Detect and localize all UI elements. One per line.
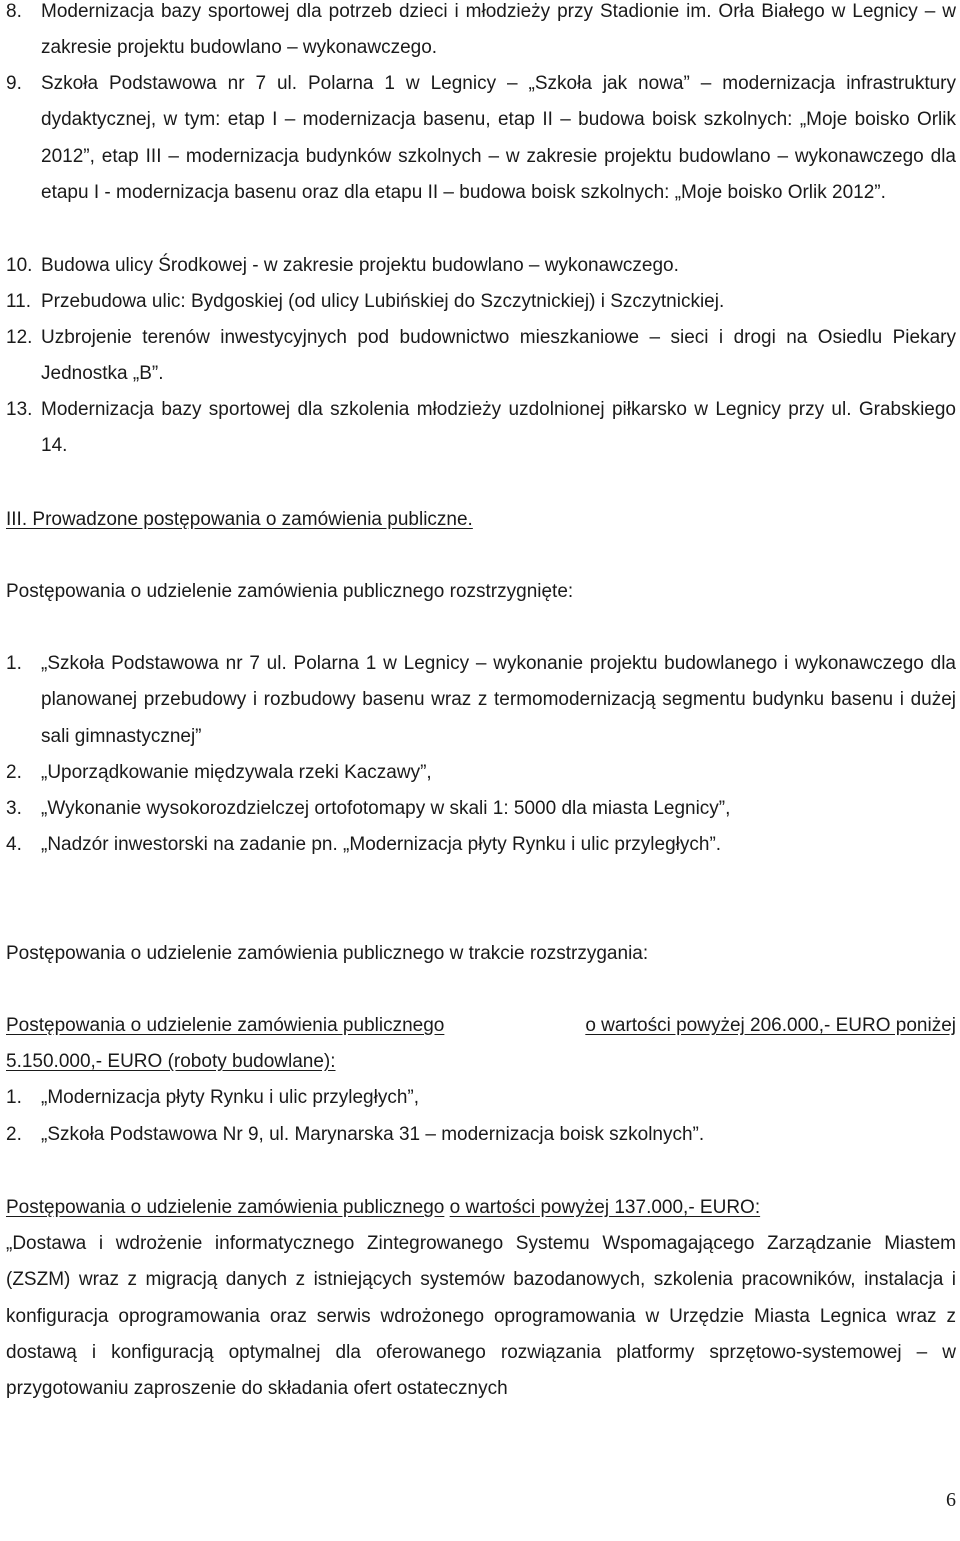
- list-item-text: „Uporządkowanie międzywala rzeki Kaczawy”,: [41, 762, 432, 783]
- list-item-number: 8.: [6, 1, 22, 22]
- list-item: [6, 755, 956, 791]
- subheading-resolved: Postępowania o udzielenie zamówienia publicznego rozstrzygnięte:: [6, 581, 574, 602]
- list-item-text: „Nadzór inwestorski na zadanie pn. „Modernizacja płyty Rynku i ulic przyległych”.: [41, 834, 722, 855]
- list-item-text: Przebudowa ulic: Bydgoskiej (od ulicy Lubińskiej do Szczytnickiej) i Szczytnickiej.: [41, 291, 725, 312]
- list-item: [6, 320, 956, 393]
- list-item-text: „Szkoła Podstawowa Nr 9, ul. Marynarska 31 – modernizacja boisk szkolnych”.: [41, 1124, 705, 1145]
- list-item-text: „Modernizacja płyty Rynku i ulic przyległych”,: [41, 1087, 420, 1108]
- section-heading: III. Prowadzone postępowania o zamówienia publiczne.: [6, 509, 473, 530]
- list-item-number: 10.: [6, 255, 33, 276]
- threshold-value: o wartości powyżej 206.000,- EURO poniżej: [585, 1015, 956, 1036]
- list-item-number: 4.: [6, 834, 22, 855]
- threshold-label: Postępowania o udzielenie zamówienia publicznego: [6, 1015, 445, 1036]
- list-item-number: 1.: [6, 653, 22, 674]
- threshold-value: o wartości powyżej 137.000,- EURO:: [449, 1197, 761, 1218]
- list-item-number: 11.: [6, 291, 32, 312]
- threshold-value-continued: 5.150.000,- EURO (roboty budowlane):: [6, 1051, 336, 1072]
- threshold-heading-2: [6, 1190, 956, 1226]
- list-item-text: Modernizacja bazy sportowej dla potrzeb dzieci i młodzieży przy Stadionie im. Orła Białego w Legnicy – w zakresie projektu budowlano – wykonawczego.: [41, 1, 956, 59]
- list-item-number: 1.: [6, 1087, 22, 1108]
- final-paragraph: „Dostawa i wdrożenie informatycznego Zintegrowanego Systemu Wspomagającego Zarządzanie Miastem (ZSZM) wraz z migracją danych z istniejących systemów bazodanowych, szkolenia pracowników, instalacja i konfiguracja oprogramowania oraz serwis wdrożonego oprogramowania w Urzędzie Miasta Legnica wraz z dostawą i konfiguracją optymalnej dla oferowanego rozwiązania platformy sprzętowo-systemowej – w przygotowaniu zaproszenie do składania ofert ostatecznych: [6, 1233, 956, 1400]
- list-item-text: Budowa ulicy Środkowej - w zakresie projektu budowlano – wykonawczego.: [41, 255, 679, 276]
- list-item-text: Szkoła Podstawowa nr 7 ul. Polarna 1 w Legnicy – „Szkoła jak nowa” – modernizacja infrastruktury dydaktycznej, w tym: etap I – modernizacja basenu, etap II – budowa boisk szkolnych: „Moje boisko Orlik 2012”, etap III – modernizacja budynków szkolnych – w zakresie projektu budowlano – wykonawczego dla etapu I - modernizacja basenu oraz dla etapu II – budowa boisk szkolnych: „Moje boisko Orlik 2012”.: [41, 73, 956, 203]
- list-item-number: 9.: [6, 73, 22, 94]
- list-item-number: 12.: [6, 327, 33, 348]
- threshold-heading-1: [6, 1008, 956, 1044]
- list-item: [6, 0, 956, 67]
- list-item: [6, 248, 956, 284]
- list-item-text: Uzbrojenie terenów inwestycyjnych pod budownictwo mieszkaniowe – sieci i drogi na Osiedlu Piekary Jednostka „B”.: [41, 327, 956, 385]
- list-item: [6, 646, 956, 755]
- list-item-number: 2.: [6, 762, 22, 783]
- list-item-number: 2.: [6, 1124, 22, 1145]
- list-item: [6, 827, 956, 863]
- list-item: [6, 1117, 956, 1153]
- list-item-number: 3.: [6, 798, 22, 819]
- list-item: [6, 1080, 956, 1116]
- list-item: [6, 66, 956, 211]
- subheading-ongoing: Postępowania o udzielenie zamówienia publicznego w trakcie rozstrzygania:: [6, 943, 649, 964]
- threshold-label: Postępowania o udzielenie zamówienia publicznego: [6, 1197, 445, 1218]
- list-item-text: Modernizacja bazy sportowej dla szkolenia młodzieży uzdolnionej piłkarsko w Legnicy przy ul. Grabskiego 14.: [41, 399, 956, 457]
- list-item-text: „Wykonanie wysokorozdzielczej ortofotomapy w skali 1: 5000 dla miasta Legnicy”,: [41, 798, 731, 819]
- page-number: 6: [946, 1489, 956, 1511]
- list-item: [6, 284, 956, 320]
- list-item-text: „Szkoła Podstawowa nr 7 ul. Polarna 1 w Legnicy – wykonanie projektu budowlanego i wykonawczego dla planowanej przebudowy i rozbudowy basenu wraz z termomodernizacją segmentu budynku basenu i dużej sali gimnastycznej”: [41, 653, 956, 747]
- list-item: [6, 392, 956, 465]
- list-item: [6, 791, 956, 827]
- list-item-number: 13.: [6, 399, 33, 420]
